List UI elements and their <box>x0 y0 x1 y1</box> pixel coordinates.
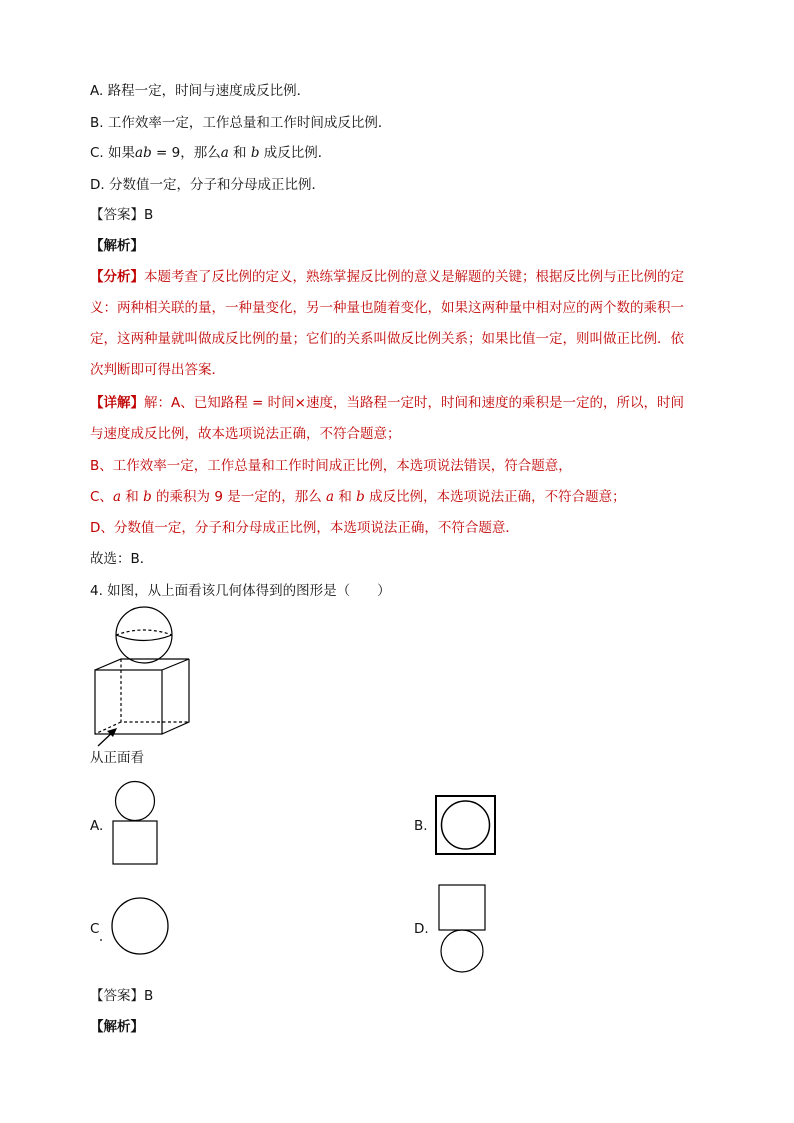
option-d-square <box>439 885 485 930</box>
sphere-equator-back <box>116 630 172 635</box>
option-c-dot <box>100 939 102 941</box>
detail-line-1 <box>90 393 684 413</box>
q4-stem: 4. 如图，从上面看该几何体得到的图形是（ ） <box>90 583 391 599</box>
q4-jiexi-heading: 【解析】 <box>90 1019 144 1035</box>
sphere-equator-front <box>116 635 172 641</box>
q3-option-c-prefix: C. 如果 <box>90 145 136 161</box>
q3-option-c-var-a: a <box>220 145 229 161</box>
q4-solid-figure <box>88 606 198 746</box>
option-b-circle <box>442 801 490 849</box>
q4-option-d-figure <box>437 884 489 974</box>
q3-answer: 【答案】B <box>90 207 154 223</box>
detail-line-4 <box>90 487 626 507</box>
analysis-line-2: 义：两种相关联的量，一种量变化，另一种量也随着变化，如果这两种量中相对应的两个数的乘积一 <box>90 300 684 316</box>
option-a-square <box>113 821 157 864</box>
analysis-text-1: 本题考查了反比例的定义，熟练掌握反比例的意义是解题的关键；根据反比例与正比例的定 <box>144 269 684 285</box>
cube-top-face <box>95 659 189 670</box>
detail-line-4-mid3: 和 <box>334 489 357 505</box>
q3-option-b: B. 工作效率一定，工作总量和工作时间成反比例． <box>90 115 392 131</box>
q3-jiexi-heading: 【解析】 <box>90 238 144 254</box>
q3-option-c-mid2: 和 <box>228 145 251 161</box>
q3-option-c-expr: ab <box>135 145 152 161</box>
q4-option-b-label: B. <box>414 818 428 834</box>
q3-option-c-suffix: 成反比例． <box>259 145 332 161</box>
detail-text-1: 解：A、已知路程 = 时间×速度，当路程一定时，时间和速度的乘积是一定的，所以，时间 <box>144 395 684 411</box>
q4-option-c-label: C <box>90 921 100 937</box>
detail-var-a-2: a <box>326 489 335 505</box>
sphere-outline <box>116 607 172 663</box>
detail-choose: 故选：B． <box>90 551 154 567</box>
q4-option-c-figure <box>96 897 172 957</box>
detail-line-4-mid2: 的乘积为 9 是一定的，那么 <box>151 489 327 505</box>
q3-option-d: D. 分数值一定，分子和分母成正比例． <box>90 177 325 193</box>
q4-answer: 【答案】B <box>90 988 154 1004</box>
detail-line-3: B、工作效率一定，工作总量和工作时间成正比例，本选项说法错误，符合题意， <box>90 458 572 474</box>
q4-option-b-figure <box>435 795 497 857</box>
detail-tag: 【详解】 <box>90 395 144 411</box>
q3-option-a: A. 路程一定，时间与速度成反比例． <box>90 83 311 99</box>
detail-var-a: a <box>112 489 121 505</box>
cube-front-face <box>95 670 162 734</box>
option-b-square <box>436 796 495 854</box>
q3-option-c-eq: = 9 <box>151 145 181 161</box>
detail-line-2: 与速度成反比例，故本选项说法正确，不符合题意； <box>90 426 401 442</box>
option-d-circle <box>441 930 483 972</box>
cube-right-face <box>162 659 189 734</box>
detail-line-4-suffix: 成反比例，本选项说法正确，不符合题意； <box>364 489 626 505</box>
q3-option-c-mid1: ，那么 <box>180 145 221 161</box>
option-a-circle <box>116 782 155 821</box>
detail-var-b-2: b <box>356 489 365 505</box>
analysis-tag: 【分析】 <box>90 269 144 285</box>
detail-line-5: D、分数值一定，分子和分母成正比例，本选项说法正确，不符合题意． <box>90 520 519 536</box>
detail-line-4-mid1: 和 <box>121 489 144 505</box>
analysis-line-3: 定，这两种量就叫做成反比例的量；它们的关系叫做反比例关系；如果比值一定，则叫做正比例．依 <box>90 331 684 347</box>
analysis-line-1 <box>90 267 684 287</box>
front-view-label: 从正面看 <box>90 750 144 766</box>
analysis-line-4: 次判断即可得出答案． <box>90 362 225 378</box>
q4-option-a-label: A. <box>90 818 104 834</box>
q3-option-c <box>90 143 331 163</box>
q3-option-c-var-b: b <box>250 145 260 161</box>
q4-option-d-label: D. <box>414 921 429 937</box>
option-c-circle <box>112 898 168 954</box>
detail-var-b: b <box>143 489 152 505</box>
q4-option-a-figure <box>110 781 160 867</box>
detail-line-4-prefix: C、 <box>90 489 113 505</box>
